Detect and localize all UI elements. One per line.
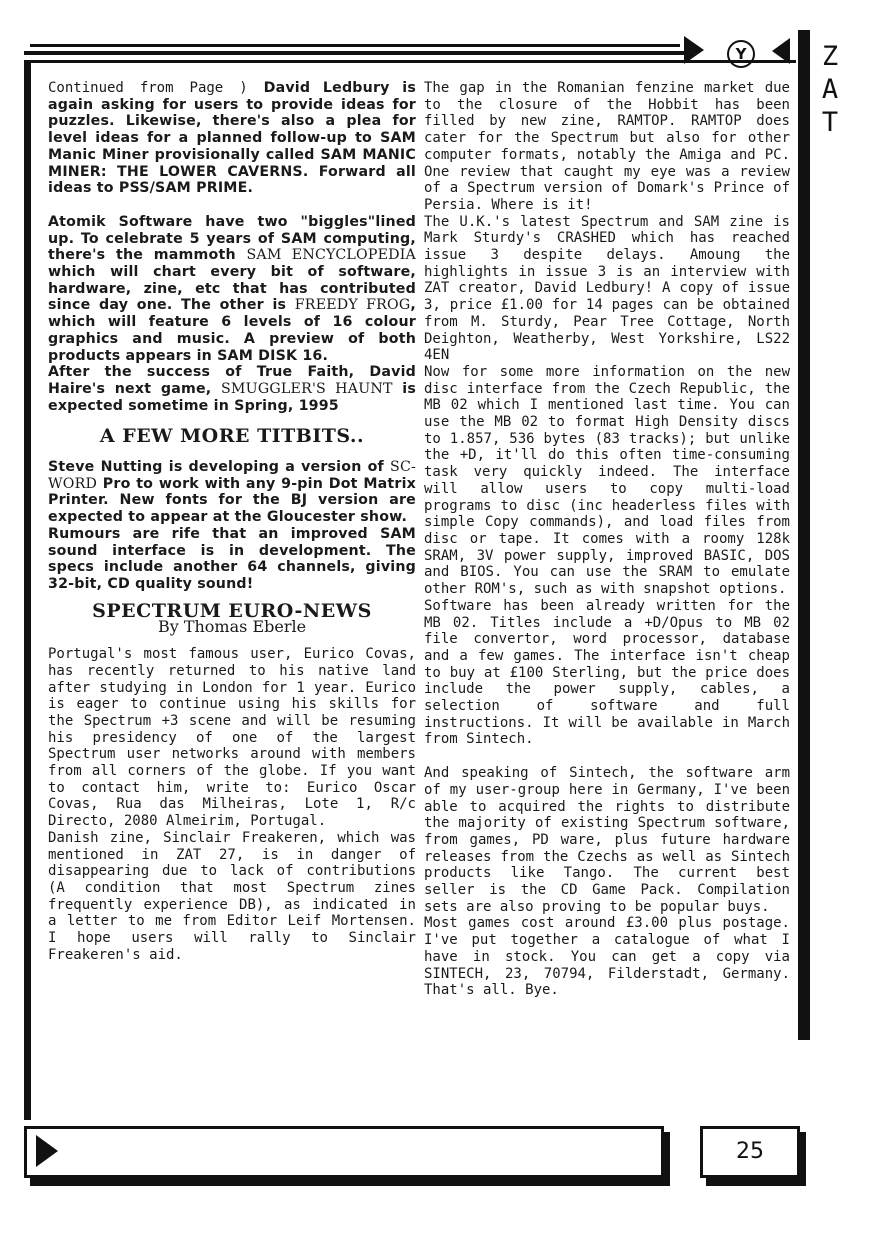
side-label-letter: T xyxy=(821,107,839,138)
paragraph xyxy=(48,80,416,197)
footer-bar xyxy=(24,1126,664,1178)
paragraph: Portugal's most famous user, Eurico Covas, has recently returned to his native land after studying in London for 1 year. Eurico is eager to continue using his skills for the Spectrum +3 scene and will be resuming his presidency of one of the largest Spectrum user networks around with members from all corners of the globe. If you want to contact him, write to: Eurico Oscar Covas, Rua das Milheiras, Lote 1, R/c Directo, 2080 Almeirim, Portugal. xyxy=(48,646,416,830)
page-number: 25 xyxy=(700,1126,800,1178)
text-span: After the success of True Faith, David Haire's next game, xyxy=(48,364,416,397)
text-span: which will chart every bit of software, hardware, zine, etc that has contributed since day one. The other is xyxy=(48,264,416,314)
paragraph: Danish zine, Sinclair Freakeren, which was mentioned in ZAT 27, is in danger of disappearing due to lack of contributions (A condition that most Spectrum zines frequently experience DB), as indicated in a letter to me from Editor Leif Mortensen. I hope users will rally to Sinclair Freakeren's aid. xyxy=(48,829,416,963)
text-span: Steve Nutting is developing a version of xyxy=(48,459,391,476)
paragraph: The U.K.'s latest Spectrum and SAM zine is Mark Sturdy's CRASHED which has reached issue 3 despite delays. Amoung the highlights in issue 3 is an interview with ZAT creator, David Ledbury! A copy of issue 3, price £1.00 for 14 pages can be obtained from M. Sturdy, Pear Tree Cottage, North Deighton, Weatherby, West Yorkshire, LS22 4EN xyxy=(424,213,790,364)
left-column xyxy=(48,80,416,963)
header-rule-thick xyxy=(24,51,684,55)
paragraph: Now for some more information on the new disc interface from the Czech Republic, the MB 02 which I mentioned last time. You can use the MB 02 to format High Density discs to 1.857, 536 bytes (83 tracks); but unlike the +D, it'll do this often time-consuming task very quickly indeed. The interface will allow users to copy multi-load programs to disc (inc headerless files with simple Copy commands), and load files from disc or tape. It comes with a roomy 128k SRAM, 3V power supply, improved BASIC, DOS and BIOS. You can use the SRAM to emulate other ROM's, such as with snapshot options. xyxy=(424,363,790,598)
right-column xyxy=(424,80,790,999)
footer-arrow-icon xyxy=(36,1135,58,1167)
text-span: Pro to work with any 9-pin Dot Matrix Printer. New fonts for the BJ version are expected to appear at the Gloucester show. xyxy=(48,475,416,526)
side-label xyxy=(816,40,844,139)
section-heading: SPECTRUM EURO-NEWS xyxy=(92,599,372,622)
side-label-letter: A xyxy=(821,74,839,105)
footer-shadow xyxy=(30,1178,670,1186)
page-number-shadow xyxy=(800,1132,806,1186)
product-name: SC-WORD xyxy=(48,459,416,492)
paragraph xyxy=(48,364,416,414)
page-number-shadow xyxy=(706,1178,806,1186)
text-span: Atomik Software have two "biggles"lined up. To celebrate 5 years of SAM computing, there's the mammoth xyxy=(48,213,416,264)
paragraph xyxy=(48,214,416,364)
text-span: is expected sometime in Spring, 1995 xyxy=(48,380,416,414)
paragraph: Software has been already written for the MB 02. Titles include a +D/Opus to MB 02 file convertor, word processor, database and a few games. The interface isn't cheap to buy at £100 Sterling, but the price does include the power supply, cables, a selection of software and full instructions. It will be available in March from Sintech. xyxy=(424,597,790,748)
bold-text: David Ledbury is again asking for users to provide ideas for puzzles. Likewise, there's also a plea for level ideas for a planned follow-up to SAM Manic Miner provisionally called SAM MANIC MINER: THE LOWER CAVERNS. Forward all ideas to PSS/SAM PRIME. xyxy=(48,80,416,197)
product-name: FREEDY FROG xyxy=(294,297,411,314)
header-rule xyxy=(30,44,680,47)
side-bar xyxy=(798,30,810,1040)
paragraph xyxy=(48,459,416,526)
text-span: , which will feature 6 levels of 16 colour graphics and music. A preview of both products appears in SAM DISK 16. xyxy=(48,297,416,364)
product-name: SAM ENCYCLOPEDIA xyxy=(246,247,416,264)
side-label-letter: Z xyxy=(821,41,839,72)
byline: By Thomas Eberle xyxy=(157,617,307,637)
paragraph: And speaking of Sintech, the software arm of my user-group here in Germany, I've been able to acquired the rights to distribute the majority of existing Spectrum software, from games, PD ware, plus future hardware releases from the Czechs as well as Sintech products like Tango. The current best seller is the CD Game Pack. Compilation sets are also proving to be popular buys. xyxy=(424,765,790,915)
section-heading: A FEW MORE TITBITS.. xyxy=(99,425,365,448)
footer-shadow xyxy=(664,1132,670,1186)
paragraph: Most games cost around £3.00 plus postage. I've put together a catalogue of what I have in stock. You can get a copy via SINTECH, 23, 70794, Filderstadt, Germany. That's all. Bye. xyxy=(424,915,790,999)
zat-logo: Y xyxy=(727,40,755,68)
product-name: SMUGGLER'S HAUNT xyxy=(221,380,393,397)
paragraph: Rumours are rife that an improved SAM sound interface is in development. The specs include another 64 channels, giving 32-bit, CD quality sound! xyxy=(48,525,416,592)
paragraph: The gap in the Romanian fenzine market due to the closure of the Hobbit has been filled by new zine, RAMTOP. RAMTOP does cater for the Spectrum but also for other computer formats, notably the Amiga and PC. One review that caught my eye was a review of a Spectrum version of Domark's Prince of Persia. Where is it! xyxy=(424,80,790,213)
continued-note: Continued from Page ) xyxy=(48,80,264,96)
